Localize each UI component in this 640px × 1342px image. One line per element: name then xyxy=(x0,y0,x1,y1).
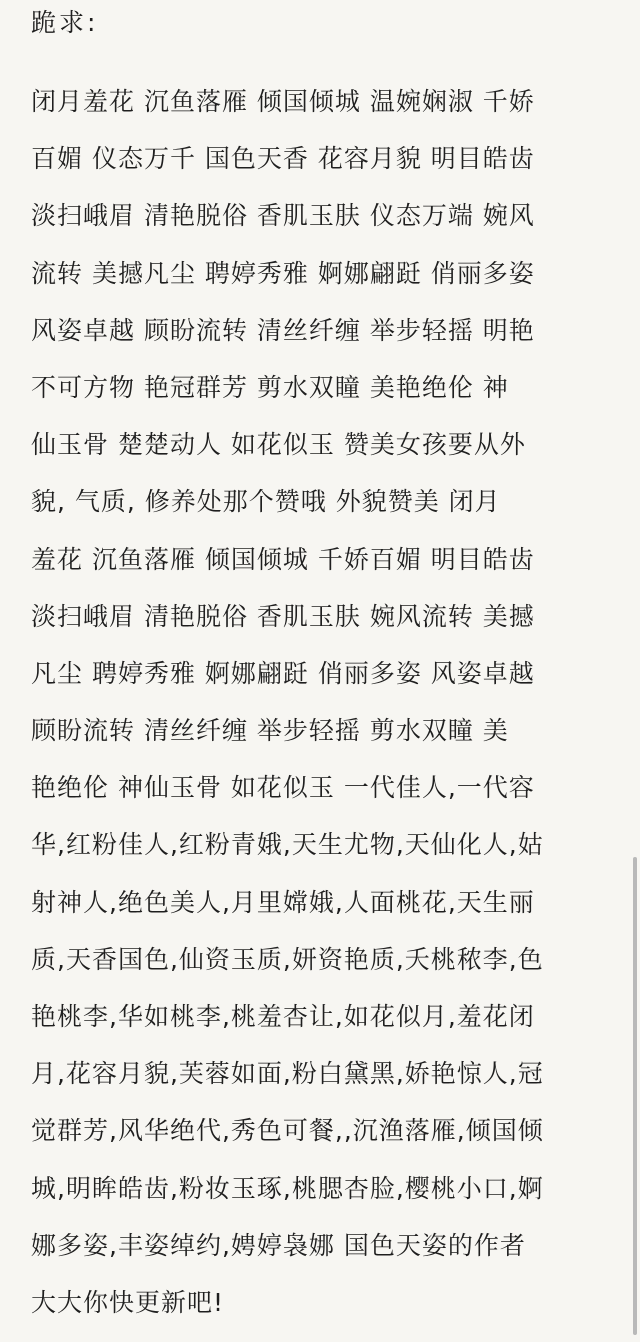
body-line: 觉群芳,风华绝代,秀色可餐,,沉渔落雁,倾国倾 xyxy=(31,1116,544,1146)
body-line: 城,明眸皓齿,粉妆玉琢,桃腮杏脸,樱桃小口,婀 xyxy=(31,1173,544,1203)
body-line: 貌, 气质, 修养处那个赞哦 外貌赞美 闭月 xyxy=(31,487,501,517)
body-line: 仙玉骨 楚楚动人 如花似玉 赞美女孩要从外 xyxy=(31,430,526,460)
body-line: 大大你快更新吧! xyxy=(31,1287,225,1317)
body-line: 淡扫峨眉 清艳脱俗 香肌玉肤 婉风流转 美撼 xyxy=(31,601,535,631)
body-line: 凡尘 聘婷秀雅 婀娜翩跹 俏丽多姿 风姿卓越 xyxy=(31,658,535,688)
post-body xyxy=(31,82,621,1340)
body-line: 百媚 仪态万千 国色天香 花容月貌 明目皓齿 xyxy=(31,144,535,174)
body-line: 羞花 沉鱼落雁 倾国倾城 千娇百媚 明目皓齿 xyxy=(31,544,535,574)
body-line: 流转 美撼凡尘 聘婷秀雅 婀娜翩跹 俏丽多姿 xyxy=(31,258,535,288)
body-line: 风姿卓越 顾盼流转 清丝纤缠 举步轻摇 明艳 xyxy=(31,315,535,345)
body-line: 艳桃李,华如桃李,桃羞杏让,如花似月,羞花闭 xyxy=(31,1002,535,1031)
body-line: 娜多姿,丰姿绰约,娉婷袅娜 国色天姿的作者 xyxy=(31,1230,526,1260)
body-line: 月,花容月貌,芙蓉如面,粉白黛黑,娇艳惊人,冠 xyxy=(31,1059,544,1089)
body-line: 不可方物 艳冠群芳 剪水双瞳 美艳绝伦 神 xyxy=(31,372,509,402)
body-line: 闭月羞花 沉鱼落雁 倾国倾城 温婉娴淑 千娇 xyxy=(31,87,535,116)
body-line: 艳绝伦 神仙玉骨 如花似玉 一代佳人,一代容 xyxy=(31,773,535,803)
scrollbar-thumb[interactable] xyxy=(633,857,637,1335)
post-heading: 跪求: xyxy=(31,8,99,37)
body-line: 华,红粉佳人,红粉青娥,天生尤物,天仙化人,姑 xyxy=(31,830,544,860)
body-line: 顾盼流转 清丝纤缠 举步轻摇 剪水双瞳 美 xyxy=(31,716,509,746)
body-line: 质,天香国色,仙资玉质,妍资艳质,夭桃秾李,色 xyxy=(31,944,544,974)
body-line: 淡扫峨眉 清艳脱俗 香肌玉肤 仪态万端 婉风 xyxy=(31,201,535,231)
vertical-scrollbar[interactable] xyxy=(628,0,640,1342)
body-line: 射神人,绝色美人,月里嫦娥,人面桃花,天生丽 xyxy=(31,887,535,917)
